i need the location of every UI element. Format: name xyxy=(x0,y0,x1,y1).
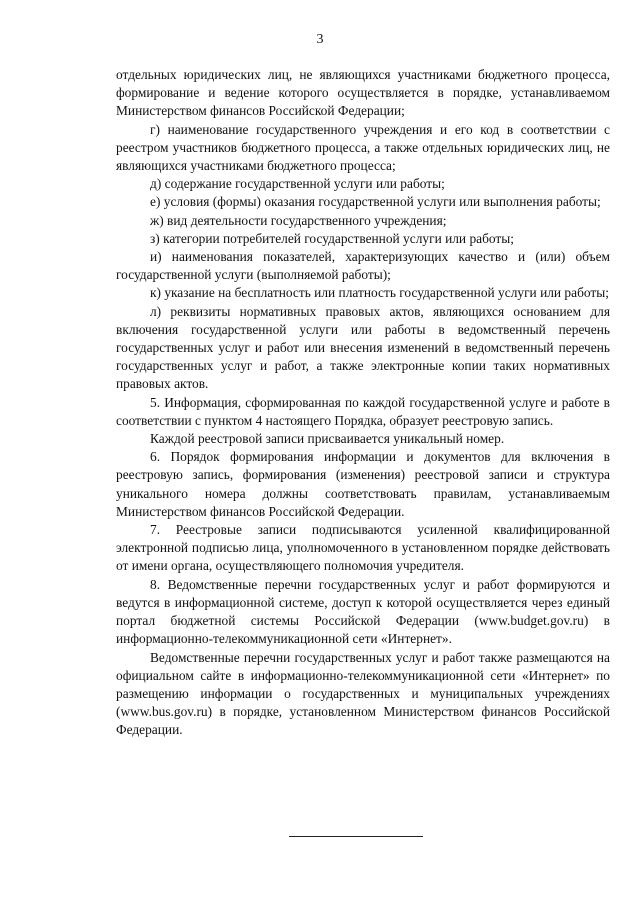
paragraph: и) наименования показателей, характеризующих качество и (или) объем государственной услуги (выполняемой работы); xyxy=(116,249,610,283)
paragraph: к) указание на бесплатность или платность государственной услуги или работы; xyxy=(150,285,609,301)
paragraph: Каждой реестровой записи присваивается уникальный номер. xyxy=(150,431,505,447)
paragraph: е) условия (формы) оказания государственной услуги или выполнения работы; xyxy=(150,194,601,210)
paragraph: ж) вид деятельности государственного учреждения; xyxy=(150,212,447,228)
paragraph: з) категории потребителей государственной услуги или работы; xyxy=(150,230,514,246)
paragraph: г) наименование государственного учреждения и его код в соответствии с реестром участников бюджетного процесса, а также отдельных юридических лиц, не являющихся участниками бюджетного процесса; xyxy=(116,121,610,174)
paragraph: 7. Реестровые записи подписываются усиленной квалифицированной электронной подписью лица, уполномоченного в установленном порядке действовать от имени органа, осуществляющего полномочия учредителя. xyxy=(116,522,610,574)
closing-divider-line xyxy=(289,836,423,837)
paragraph: д) содержание государственной услуги или работы; xyxy=(150,176,445,192)
paragraph: 5. Информация, сформированная по каждой государственной услуге и работе в соответствии с пунктом 4 настоящего Порядка, образует реестровую запись. xyxy=(116,394,610,428)
paragraph: Ведомственные перечни государственных услуг и работ также размещаются на официальном сайте в информационно-телекоммуникационной сети «Интернет» по размещению информации о государственных и муниципальных учреждениях (www.bus.gov.ru) в порядке, установленном Министерством финансов Российской Федерации. xyxy=(116,649,610,738)
document-body xyxy=(116,66,610,740)
paragraph: отдельных юридических лиц, не являющихся участниками бюджетного процесса, формирование и ведение которого осуществляется в порядке, устанавливаемом Министерством финансов Российской Федерации; xyxy=(116,67,610,119)
page-number: 3 xyxy=(316,32,324,47)
paragraph: л) реквизиты нормативных правовых актов, являющихся основанием для включения государственной услуги или работы в ведомственный перечень государственных услуг и работ или внесения изменений в ведомственный перечень государственных услуг и работ, а также электронные копии таких нормативных правовых актов. xyxy=(116,303,610,392)
paragraph: 8. Ведомственные перечни государственных услуг и работ формируются и ведутся в информационной системе, доступ к которой осуществляется через единый портал бюджетной системы Российской Федерации (www.budget.gov.ru) в информационно-телекоммуникационной сети «Интернет». xyxy=(116,576,610,647)
paragraph: 6. Порядок формирования информации и документов для включения в реестровую запись, формирования (изменения) реестровой записи и структура уникального номера должны соответствовать правилам, устанавливаемым Министерством финансов Российской Федерации. xyxy=(116,449,610,519)
